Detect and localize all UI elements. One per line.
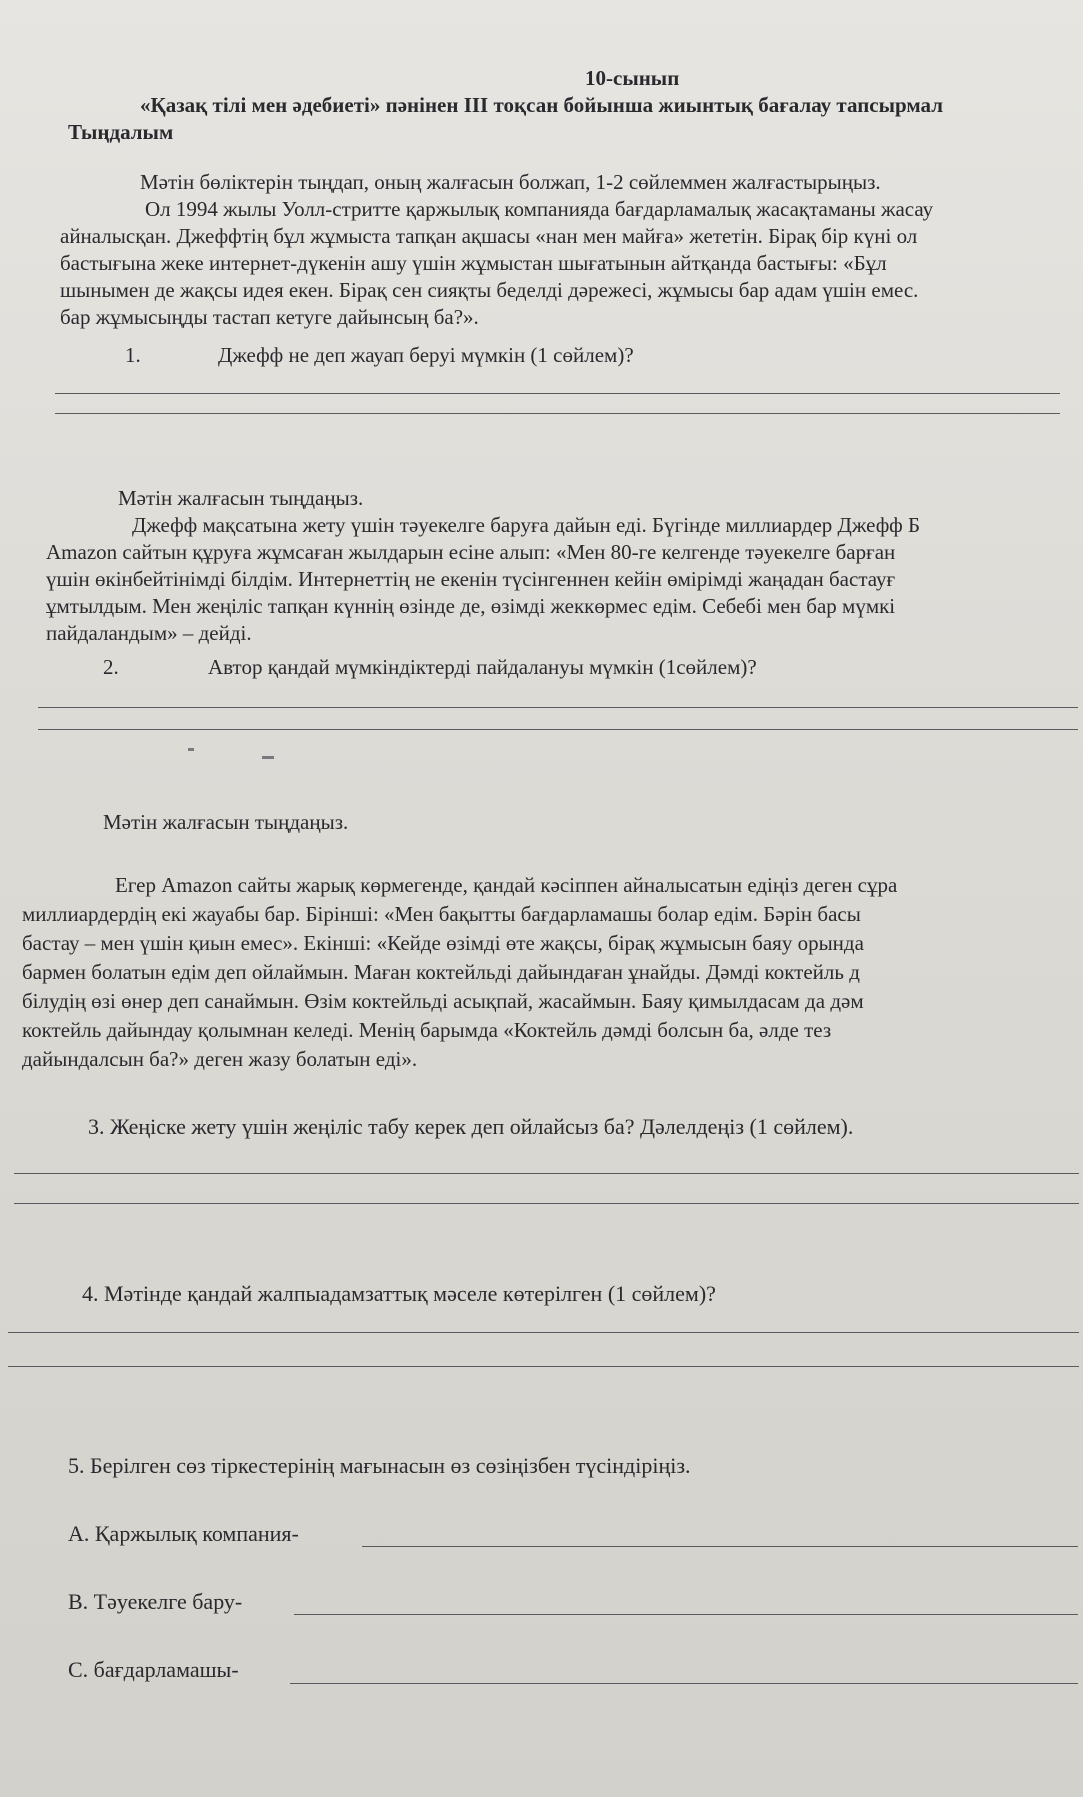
part3-line: бармен болатын едім деп ойлаймын. Маған коктейльді дайындаған ұнайды. Дәмді коктейль д [22, 960, 860, 984]
part3-line: бастау – мен үшін қиын емес». Екінші: «Кейде өзімді өте жақсы, бірақ жұмысын баяу орында [22, 931, 864, 955]
term-a-label: А. Қаржылық компания- [68, 1522, 299, 1546]
part1-line: бар жұмысыңды тастап кетуге дайынсың ба?». [60, 305, 479, 329]
answer-line-2a[interactable] [38, 707, 1078, 708]
part2-line: үшін өкінбейтінімді білдім. Интернеттің не екенін түсінгеннен кейін өмірімді жаңадан бастауғ [46, 567, 896, 591]
part3-line: білудің өзі өнер деп санаймын. Өзім коктейльді асықпай, жасаймын. Баяу қимылдасам да дәм [22, 989, 864, 1013]
question-1-number: 1. [125, 343, 141, 367]
part1-line: Ол 1994 жылы Уолл-стритте қаржылық компанияда бағдарламалық жасақтаманы жасау [145, 197, 934, 221]
question-3-text: 3. Жеңіске жету үшін жеңіліс табу керек деп ойлайсыз ба? Дәлелдеңіз (1 сөйлем). [88, 1115, 854, 1139]
question-5-text: 5. Берілген сөз тіркестерінің мағынасын өз сөзіңізбен түсіндіріңіз. [68, 1454, 691, 1478]
part1-line: бастығына жеке интернет-дүкенін ашу үшін жұмыстан шығатынын айтқанда бастығы: «Бұл [60, 251, 887, 275]
answer-line-1b[interactable] [55, 413, 1060, 414]
answer-line-4b[interactable] [8, 1366, 1079, 1367]
term-c-label: С. бағдарламашы- [68, 1658, 239, 1682]
part3-line: Егер Amazon сайты жарық көрмегенде, қандай кәсіппен айналысатын едіңіз деген сұра [115, 873, 898, 897]
answer-line-3b[interactable] [14, 1203, 1079, 1204]
part3-line: коктейль дайындау қолымнан келеді. Менің барымда «Коктейль дәмді болсын ба, әлде тез [22, 1018, 832, 1042]
part2-line: Джефф мақсатына жету үшін тәуекелге баруға дайын еді. Бүгінде миллиардер Джефф Б [132, 513, 921, 537]
term-b-label: В. Тәуекелге бару- [68, 1590, 243, 1614]
answer-line-4a[interactable] [8, 1332, 1079, 1333]
term-c-answer-line[interactable] [290, 1683, 1078, 1684]
part2-line: Amazon сайтын құруға жұмсаған жылдарын есіне алып: «Мен 80-ге келгенде тәуекелге барған [46, 540, 896, 564]
part3-instruction: Мәтін жалғасын тыңдаңыз. [103, 810, 349, 834]
pencil-mark [262, 756, 274, 759]
part3-line: миллиардердің екі жауабы бар. Бірінші: «Мен бақытты бағдарламашы болар едім. Бәрін басы [22, 902, 861, 926]
part2-line: пайдаландым» – дейді. [46, 621, 252, 645]
part2-instruction: Мәтін жалғасын тыңдаңыз. [118, 486, 364, 510]
answer-line-1a[interactable] [55, 393, 1060, 394]
answer-line-3a[interactable] [14, 1173, 1079, 1174]
answer-line-2b[interactable] [38, 729, 1078, 730]
part2-line: ұмтылдым. Мен жеңіліс тапқан күннің өзінде де, өзімді жеккөрмес едім. Себебі мен бар мүмкі [46, 594, 896, 618]
question-1-text: Джефф не деп жауап беруі мүмкін (1 сөйлем)? [218, 343, 634, 367]
grade-heading: 10-сынып [585, 66, 680, 90]
part1-line: шынымен де жақсы идея екен. Бірақ сен сияқты беделді дәрежесі, жұмысы бар адам үшін емес. [60, 278, 919, 302]
section-title: Тыңдалым [68, 120, 174, 144]
question-2-text: Автор қандай мүмкіндіктерді пайдалануы мүмкін (1сөйлем)? [208, 655, 757, 679]
term-b-answer-line[interactable] [294, 1614, 1078, 1615]
term-a-answer-line[interactable] [362, 1546, 1078, 1547]
part3-line: дайындалсын ба?» деген жазу болатын еді». [22, 1047, 418, 1071]
assessment-title: «Қазақ тілі мен әдебиеті» пәнінен III тоқсан бойынша жиынтық бағалау тапсырмал [140, 93, 944, 117]
pencil-mark [188, 748, 194, 751]
question-4-text: 4. Мәтінде қандай жалпыадамзаттық мәселе көтерілген (1 сөйлем)? [82, 1282, 716, 1306]
part1-instruction: Мәтін бөліктерін тыңдап, оның жалғасын болжап, 1-2 сөйлеммен жалғастырыңыз. [140, 170, 881, 194]
part1-line: айналысқан. Джеффтің бұл жұмыста тапқан ақшасы «нан мен майға» жететін. Бірақ бір күні ол [60, 224, 918, 248]
question-2-number: 2. [103, 655, 119, 679]
